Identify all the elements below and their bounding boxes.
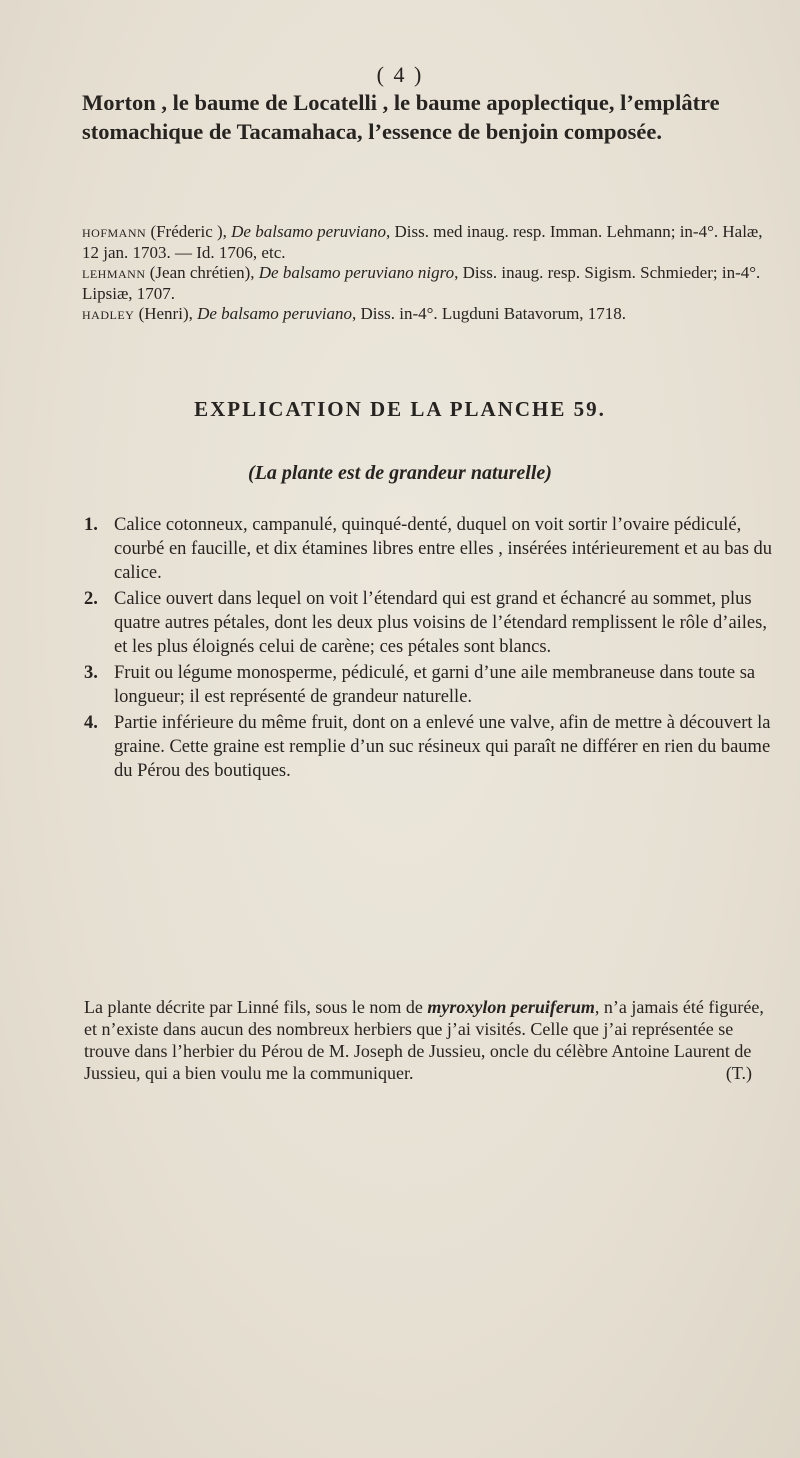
item-text: Calice cotonneux, campanulé, quinqué-denté, duquel on voit sortir l’ovaire pédiculé, courbé en faucille, et dix étamines libres entre elles , insérées intérieurement et au bas du calice.	[114, 515, 773, 583]
list-item	[84, 513, 774, 585]
bibliography-author: hadley	[82, 304, 135, 323]
list-item	[84, 711, 774, 783]
item-text: Partie inférieure du même fruit, dont on a enlevé une valve, afin de mettre à découvert la graine. Cette graine est remplie d’un suc résineux qui paraît ne différer en rien du baume du Pérou des boutiques.	[114, 713, 771, 781]
closing-text	[84, 996, 774, 1084]
bibliography-details: , Diss. inaug. resp. Sigism. Schmieder; in-4°. Lipsiæ, 1707.	[82, 263, 761, 303]
bibliography-given-name: (Fréderic ),	[146, 222, 232, 241]
bibliography-entry	[82, 304, 772, 325]
closing-text-after: , n’a jamais été figurée, et n’existe dans aucun des nombreux herbiers que j’ai visités. Celle que j’ai représentée se trouve dans l’herbier du Pérou de M. Joseph de Jussieu, oncle du célèbre Antoine Laurent de Jussieu, qui a bien voulu me la communiquer.	[84, 997, 764, 1083]
item-text: Fruit ou légume monosperme, pédiculé, et garni d’une aile membraneuse dans toute sa longueur; il est représenté de grandeur naturelle.	[114, 663, 756, 707]
bibliography-entry	[82, 222, 772, 263]
bibliography-title: De balsamo peruviano	[231, 222, 387, 241]
bibliography-author: lehmann	[82, 263, 146, 282]
bibliography-author: hofmann	[82, 222, 147, 241]
bibliography-title: De balsamo peruviano nigro	[258, 263, 455, 282]
list-item	[84, 587, 774, 659]
page-number: ( 4 )	[376, 62, 424, 87]
bibliography-entry	[82, 263, 772, 304]
item-number: 2.	[84, 589, 98, 609]
list-item	[84, 661, 774, 709]
closing-text-before: La plante décrite par Linné fils, sous le nom de	[84, 997, 428, 1017]
bibliography-title: De balsamo peruviano	[197, 304, 352, 323]
bibliography-given-name: (Henri),	[134, 304, 198, 323]
item-number: 1.	[84, 515, 98, 535]
opening-text: Morton , le baume de Locatelli , le baume apoplectique, l’emplâtre stomachique de Tacamahaca, l’essence de benjoin composée.	[82, 90, 720, 144]
bibliography-given-name: (Jean chrétien),	[145, 263, 259, 282]
opening-paragraph	[82, 88, 772, 146]
bibliography-details: , Diss. in-4°. Lugduni Batavorum, 1718.	[351, 304, 627, 323]
explanation-list	[84, 513, 774, 785]
closing-paragraph	[84, 996, 774, 1084]
section-title: EXPLICATION DE LA PLANCHE 59.	[194, 397, 606, 421]
author-signature: (T.)	[725, 1063, 752, 1083]
bibliography-details: , Diss. med inaug. resp. Imman. Lehmann; in-4°. Halæ, 12 jan. 1703. — Id. 1706, etc.	[82, 222, 763, 262]
section-subtitle: (La plante est de grandeur naturelle)	[248, 462, 552, 484]
item-number: 4.	[84, 713, 98, 733]
species-name: myroxylon peruiferum	[427, 997, 595, 1017]
item-number: 3.	[84, 663, 98, 683]
item-text: Calice ouvert dans lequel on voit l’étendard qui est grand et échancré au sommet, plus quatre autres pétales, dont les deux plus voisins de l’étendard remplissent le rôle d’ailes, et les plus éloignés celui de carène; ces pétales sont blancs.	[114, 589, 767, 657]
bibliography	[82, 222, 772, 325]
